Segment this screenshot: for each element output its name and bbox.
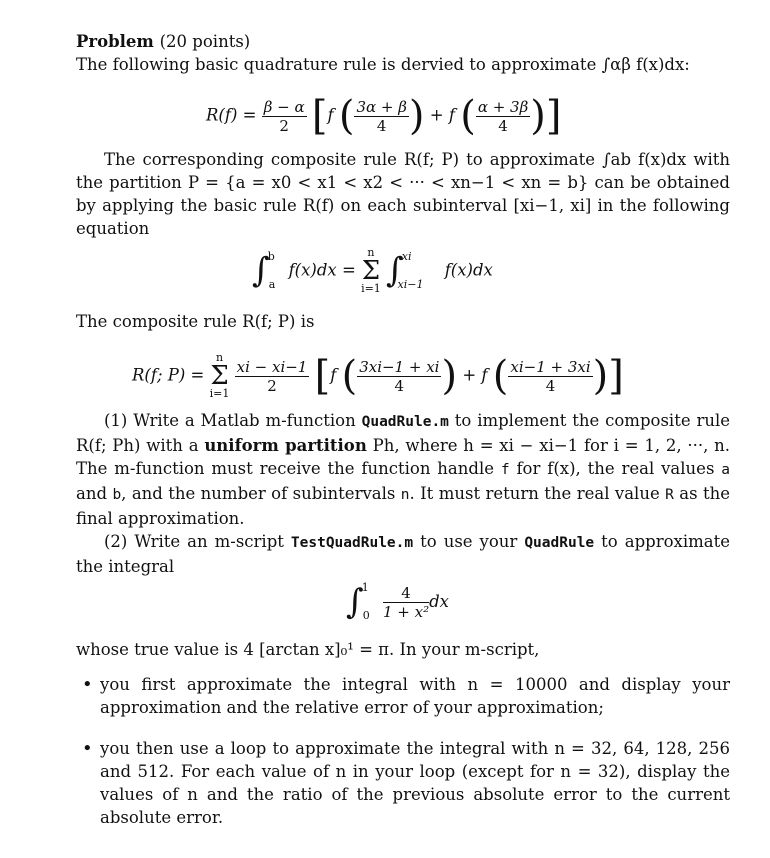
intro-text: The following basic quadrature rule is dervied to approximate ∫αβ f(x)dx: <box>76 55 690 74</box>
problem-title: Problem (20 points) <box>76 32 251 51</box>
arg2-fraction: $\frac{\alpha + 3\beta}{4}$ <box>477 97 529 135</box>
bullet-item-1: • you first approximate the integral with n = 10000 and display your approximation and the relative error of your approximation; <box>100 673 730 719</box>
coef-fraction: $\frac{\beta - \alpha}{2}$ <box>263 97 305 135</box>
bullet-item-2: • you then use a loop to approximate the integral with n = 32, 64, 128, 256 and 512. For each value of n in your loop (except for n = 32), display the values of n and the ratio of the previous absolute error to the current absolute error. <box>100 737 730 829</box>
composite-rule-equation: R(f; P) = n Σ i=1 $\frac{xi - xi-1}{2}$ [f ( $\frac{3xi-1 + xi}{4}$ ) + f ( $\frac{xi-1 + 3xi}{4}$ )] <box>132 351 624 400</box>
question-1: (1) Write a Matlab m-function QuadRule.m to implement the composite rule R(f; Ph) with a uniform partition Ph, where h = xi − xi−1 for i = 1, 2, ···, n. The m-function must receive the function handle f for f(x), the real values a and b, and the number of subintervals n. It must return the real value R as the final approximation. <box>76 411 730 528</box>
composite-rule-paragraph: The corresponding composite rule R(f; P) to approximate ∫ab f(x)dx with the partition P = {a = x0 < x1 < x2 < ··· < xn−1 < xn = b} can be obtained by applying the basic rule R(f) on each subinterval [xi−1, xi] in the following equation <box>76 150 730 238</box>
basic-rule-equation: R(f) = $\frac{\beta - \alpha}{2}$ [f ( $\frac{3\alpha + \beta}{4}$ ) + f ( $\frac{\alpha + 3\beta}{4}$ )] <box>206 93 562 139</box>
arg1-fraction: $\frac{3\alpha + \beta}{4}$ <box>356 97 407 135</box>
test-integral-equation: ∫$^1_0$ $\frac{4}{\text{1 + x²}}$ dx <box>346 581 449 622</box>
task-bullet-list <box>76 673 730 829</box>
composite-intro: The composite rule R(f; P) is <box>76 312 315 331</box>
true-value-text: whose true value is 4 [arctan x]₀¹ = π. In your m-script, <box>76 640 540 659</box>
integral-split-equation: ∫$^b_a$ f(x)dx = n Σ i=1 ∫$^{xi}_{xi-1}$ f(x)dx <box>252 246 493 295</box>
problem-document <box>76 30 730 847</box>
question-2: (2) Write an m-script TestQuadRule.m to use your QuadRule to approximate the integral <box>76 532 730 576</box>
